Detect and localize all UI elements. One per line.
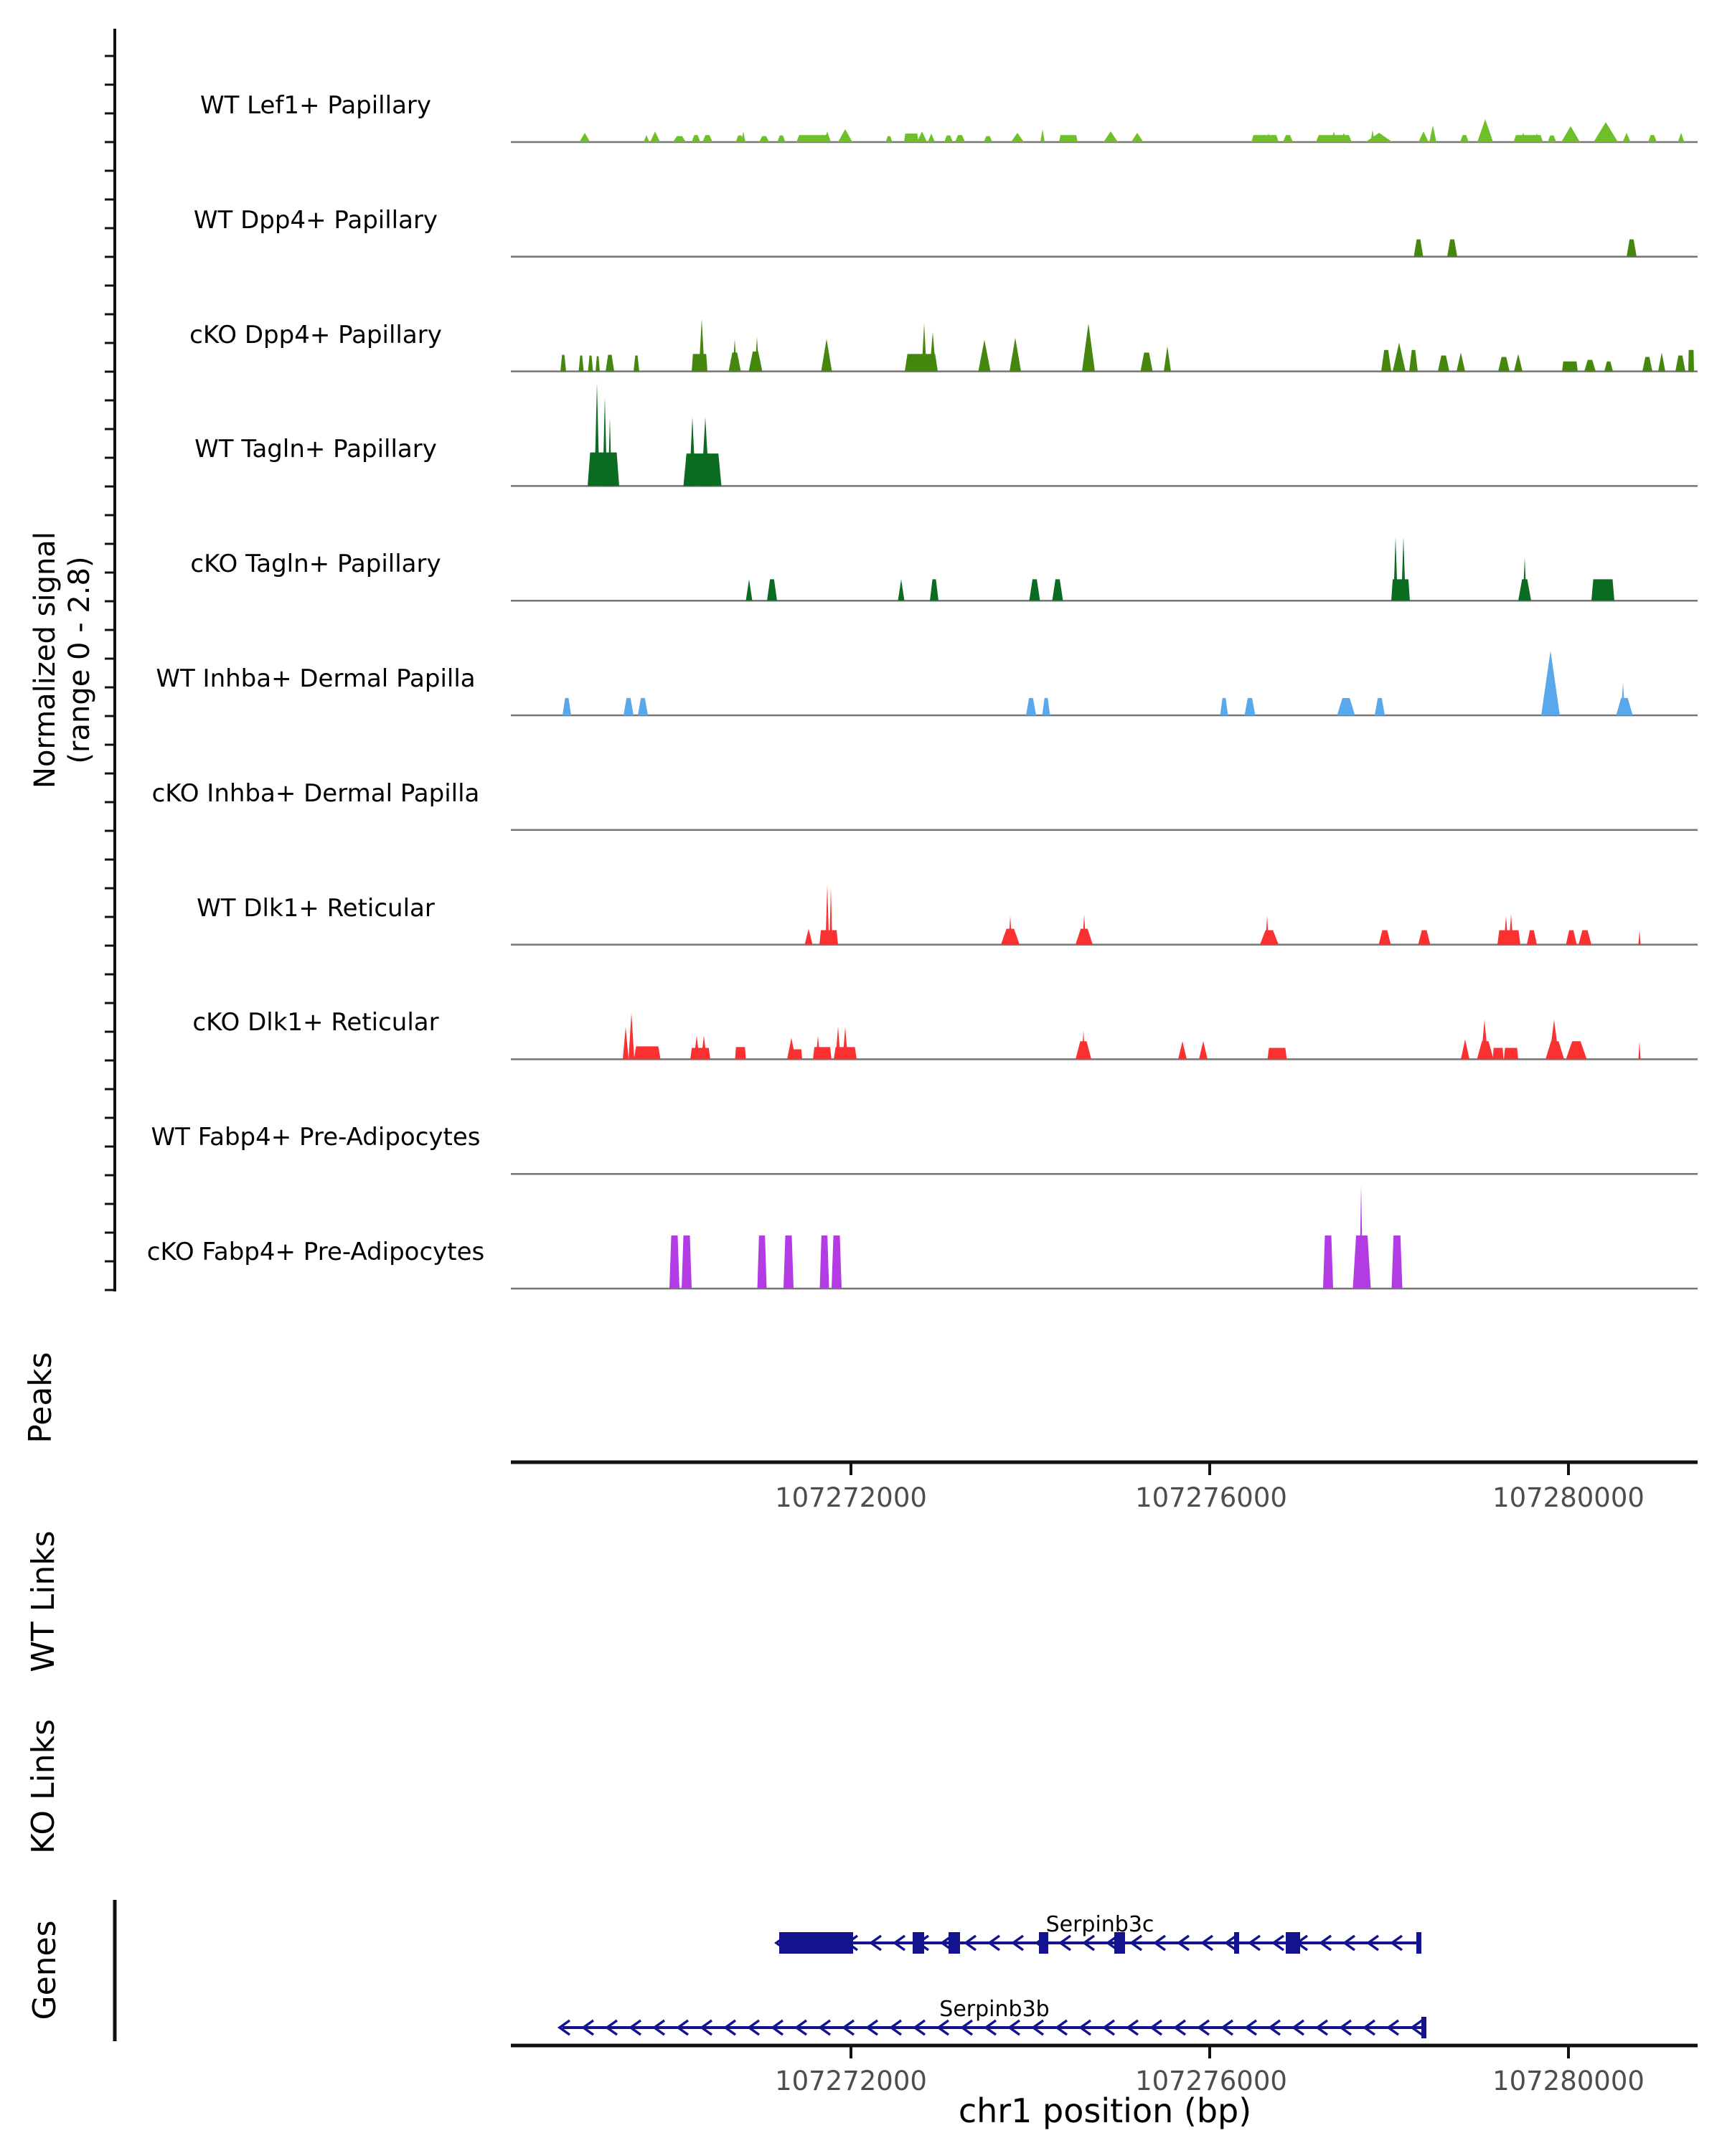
signal-peak <box>1043 698 1050 715</box>
track-label-cko-tagln: cKO Tagln+ Papillary <box>190 550 441 578</box>
signal-peak <box>1541 651 1560 715</box>
signal-peak <box>1040 129 1045 142</box>
signal-peak <box>1566 931 1577 945</box>
signal-peak <box>1678 133 1685 142</box>
signal-peak <box>1504 1048 1518 1059</box>
peaks-axis-tick-3: 107280000 <box>1492 1482 1645 1513</box>
signal-peak <box>1493 1048 1504 1059</box>
signal-peak <box>1548 136 1556 142</box>
signal-peak <box>832 1235 842 1289</box>
signal-peak <box>634 1046 661 1059</box>
signal-peak <box>1059 135 1078 142</box>
signal-peak <box>1527 931 1537 945</box>
signal-peak <box>822 339 832 371</box>
signal-peak <box>843 1027 848 1059</box>
signal-peak <box>1545 1041 1564 1059</box>
signal-peak <box>634 355 639 371</box>
signal-peak <box>767 579 777 601</box>
signal-peak <box>1566 1041 1587 1059</box>
signal-peak <box>838 129 852 142</box>
track-label-wt-lef1: WT Lef1+ Papillary <box>199 91 432 120</box>
signal-peak <box>1393 537 1398 601</box>
signal-peak <box>829 887 832 944</box>
signal-peak <box>1460 135 1469 142</box>
gene-exon <box>949 1932 960 1954</box>
y-axis-label-line2: (range 0 - 2.8) <box>63 556 96 764</box>
track-label-cko-fabp4: cKO Fabp4+ Pre-Adipocytes <box>146 1238 485 1266</box>
signal-peak <box>580 133 591 142</box>
signal-peak <box>1457 352 1465 371</box>
signal-peak <box>1509 914 1513 944</box>
signal-peak <box>1438 355 1449 371</box>
signal-peak <box>930 332 936 372</box>
signal-peak <box>1578 931 1591 945</box>
track-label-cko-inhba: cKO Inhba+ Dermal Papilla <box>151 779 480 808</box>
signal-peak <box>1642 357 1652 372</box>
signal-peak <box>623 1027 629 1059</box>
signal-peak <box>1131 133 1144 142</box>
signal-peak <box>741 131 745 142</box>
signal-peak <box>1591 579 1614 601</box>
signal-peak <box>813 1047 832 1059</box>
section-label-genes: Genes <box>27 1920 63 2020</box>
signal-peak <box>1375 698 1385 715</box>
signal-peak <box>1594 122 1618 142</box>
signal-peak <box>1504 915 1508 944</box>
signal-peak <box>608 418 612 486</box>
signal-peak <box>928 133 935 142</box>
signal-peak <box>1498 357 1510 372</box>
track-label-wt-dlk1: WT Dlk1+ Reticular <box>197 894 435 923</box>
signal-peak <box>1604 362 1613 372</box>
signal-peak <box>1337 698 1355 715</box>
signal-peak <box>791 1050 802 1060</box>
signal-peak <box>1627 240 1637 257</box>
signal-peak <box>735 1047 746 1059</box>
genes-axis-tick-2: 107276000 <box>1135 2066 1287 2096</box>
signal-peak <box>930 579 938 601</box>
gene-exon <box>1234 1932 1239 1954</box>
signal-peak <box>1429 126 1436 142</box>
peaks-axis-tick-2: 107276000 <box>1135 1482 1287 1513</box>
signal-peak <box>1026 698 1036 715</box>
signal-peak <box>1461 1040 1469 1060</box>
signal-peak <box>1418 131 1429 142</box>
signal-peak <box>886 136 893 142</box>
signal-peak <box>579 355 584 371</box>
section-label-ko-links: KO Links <box>25 1718 62 1855</box>
gene-label-serpinb3c: Serpinb3c <box>1045 1912 1154 1937</box>
signal-peak <box>1623 133 1631 142</box>
signal-peak <box>1030 579 1040 601</box>
signal-peak <box>1379 931 1391 945</box>
signal-peak <box>638 698 648 715</box>
signal-peak <box>1365 133 1393 142</box>
track-label-wt-inhba: WT Inhba+ Dermal Papilla <box>156 664 476 693</box>
signal-peak <box>1477 119 1493 142</box>
signal-peak <box>836 1027 841 1059</box>
signal-peak <box>692 135 700 142</box>
signal-peak <box>1245 698 1256 715</box>
track-label-wt-tagln: WT Tagln+ Papillary <box>194 435 437 463</box>
signal-peak <box>1104 131 1118 142</box>
signal-peak <box>682 1235 692 1289</box>
signal-peak <box>1283 135 1293 142</box>
signal-peak <box>784 1235 794 1289</box>
signal-peak <box>690 417 696 486</box>
signal-peak <box>1639 931 1641 945</box>
signal-peak <box>979 339 991 371</box>
signal-peak <box>1010 338 1021 372</box>
signal-peak <box>1268 1048 1287 1059</box>
signal-peak <box>1658 352 1665 371</box>
track-label-cko-dpp4: cKO Dpp4+ Papillary <box>189 321 442 349</box>
track-label-wt-fabp4: WT Fabp4+ Pre-Adipocytes <box>151 1123 481 1152</box>
gene-end-marker <box>1421 2017 1426 2038</box>
gene-exon <box>779 1932 853 1954</box>
gene-end-marker <box>1416 1932 1421 1954</box>
signal-peak <box>1141 352 1153 371</box>
signal-peak <box>588 355 593 371</box>
signal-peak <box>596 357 600 372</box>
signal-peak <box>904 133 918 142</box>
signal-peak <box>1562 362 1578 372</box>
signal-peak <box>826 885 829 945</box>
signal-peak <box>1011 133 1024 142</box>
signal-peak <box>1220 698 1228 715</box>
signal-peak <box>624 698 634 715</box>
signal-peak <box>898 579 905 601</box>
signal-peak <box>1514 354 1523 371</box>
track-label-wt-dpp4: WT Dpp4+ Papillary <box>193 206 438 235</box>
signal-peak <box>644 135 649 142</box>
signal-peak <box>1497 931 1520 945</box>
x-axis-title: chr1 position (bp) <box>958 2091 1252 2130</box>
genes-axis-tick-1: 107272000 <box>775 2066 927 2096</box>
signal-peak <box>1199 1041 1208 1059</box>
signal-peak <box>595 382 600 486</box>
signal-peak <box>922 324 927 372</box>
signal-peak <box>1164 347 1171 372</box>
signal-peak <box>805 928 813 944</box>
section-label-wt-links: WT Links <box>25 1530 62 1672</box>
gene-label-serpinb3b: Serpinb3b <box>939 1997 1050 2022</box>
signal-peak <box>606 354 614 371</box>
signal-peak <box>778 136 786 142</box>
signal-peak <box>1392 1235 1403 1289</box>
signal-peak <box>1409 350 1418 372</box>
signal-peak <box>1381 350 1391 372</box>
signal-peak <box>650 131 660 142</box>
signal-peak <box>917 131 927 142</box>
gene-exon <box>1286 1932 1300 1954</box>
signal-peak <box>1648 135 1657 142</box>
signal-peak <box>1251 135 1279 142</box>
signal-peak <box>690 1048 710 1059</box>
signal-peak <box>1053 579 1063 601</box>
signal-peak <box>1639 1041 1641 1059</box>
signal-peak <box>702 135 712 142</box>
signal-peak <box>699 319 705 372</box>
gene-exon <box>913 1932 924 1954</box>
signal-peak <box>1178 1041 1187 1059</box>
signal-peak <box>1260 931 1279 945</box>
signal-peak <box>1688 350 1694 372</box>
signal-peak <box>759 136 769 142</box>
signal-peak <box>669 1235 679 1289</box>
signal-peak <box>944 136 953 142</box>
signal-peak <box>1447 240 1457 257</box>
signal-peak <box>1393 342 1406 371</box>
signal-peak <box>1477 1041 1494 1059</box>
track-label-cko-dlk1: cKO Dlk1+ Reticular <box>192 1008 439 1037</box>
signal-peak <box>629 1013 634 1060</box>
signal-peak <box>955 135 965 142</box>
section-label-peaks: Peaks <box>22 1352 59 1444</box>
signal-peak <box>746 579 753 601</box>
signal-peak <box>1523 557 1527 601</box>
peaks-axis-tick-1: 107272000 <box>775 1482 927 1513</box>
y-axis-label-line1: Normalized signal <box>29 532 62 789</box>
signal-peak <box>1561 126 1580 142</box>
signal-peak <box>1584 360 1596 372</box>
signal-peak <box>1082 324 1095 372</box>
signal-peak <box>984 136 992 142</box>
signal-peak <box>1266 915 1269 944</box>
signal-peak <box>563 698 571 715</box>
signal-peak <box>1323 1235 1333 1289</box>
signal-peak <box>1401 537 1406 601</box>
figure-labels <box>22 91 1645 2130</box>
genes-axis-tick-3: 107280000 <box>1492 2066 1645 2096</box>
signal-peak <box>603 397 607 486</box>
signal-peak <box>1414 240 1424 257</box>
signal-peak <box>758 1235 767 1289</box>
signal-peak <box>1675 355 1685 371</box>
signal-peak <box>820 1235 829 1289</box>
signal-peak <box>1418 931 1431 945</box>
signal-peak <box>560 354 566 371</box>
signal-peak <box>673 136 686 142</box>
signal-peak <box>702 417 710 486</box>
